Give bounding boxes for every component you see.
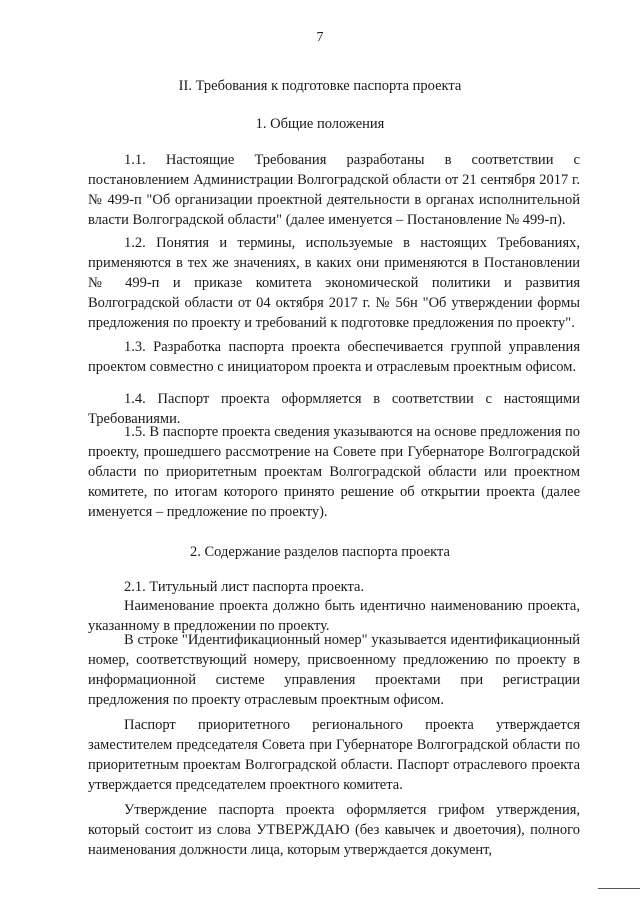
section-title: II. Требования к подготовке паспорта проекта xyxy=(178,78,462,94)
paragraph-project-name: Наименование проекта должно быть идентично наименованию проекта, указанному в предложении по проекту. xyxy=(88,598,580,634)
subsection-title-general: 1. Общие положения xyxy=(255,116,385,132)
paragraph-passport-approval: Паспорт приоритетного регионального проекта утверждается заместителем председателя Совета при Губернаторе Волгоградской области по приоритетным проектам Волгоградской области. Паспорт отраслевого проекта утверждается председателем проектного комитета. xyxy=(88,717,580,793)
paragraph-2-1: 2.1. Титульный лист паспорта проекта. xyxy=(124,579,365,595)
page-number: 7 xyxy=(316,30,324,45)
paragraph-1-3: 1.3. Разработка паспорта проекта обеспечивается группой управления проектом совместно с инициатором проекта и отраслевым проектным офисом. xyxy=(88,339,580,375)
paragraph-1-1: 1.1. Настоящие Требования разработаны в соответствии с постановлением Администрации Волгоградской области от 21 сентября 2017 г. № 499-п "Об организации проектной деятельности в органах исполнительной власти Волгоградской области" (далее именуется – Постановление № 499-п). xyxy=(88,152,580,228)
paragraph-approval-stamp: Утверждение паспорта проекта оформляется грифом утверждения, который состоит из слова УТВЕРЖДАЮ (без кавычек и двоеточия), полного наименования должности лица, которым утверждается документ, xyxy=(88,802,580,858)
paragraph-identification-number: В строке "Идентификационный номер" указывается идентификационный номер, соответствующий номеру, присвоенному предложению по проекту в информационной системе управления проектами при регистрации предложения по проекту отраслевым проектным офисом. xyxy=(88,632,580,708)
subsection-title-contents: 2. Содержание разделов паспорта проекта xyxy=(190,544,450,560)
paragraph-1-4: 1.4. Паспорт проекта оформляется в соответствии с настоящими Требованиями. xyxy=(88,391,580,427)
paragraph-1-5: 1.5. В паспорте проекта сведения указываются на основе предложения по проекту, прошедшего рассмотрение на Совете при Губернаторе Волгоградской области по приоритетным проектам Волгоградской области или проектном комитете, по итогам которого принято решение об открытии проекта (далее именуется – предложение по проекту). xyxy=(88,424,580,520)
paragraph-1-2: 1.2. Понятия и термины, используемые в настоящих Требованиях, применяются в тех же значениях, в каких они применяются в Постановлении № 499-п и приказе комитета экономической политики и развития Волгоградской области от 04 октября 2017 г. № 56н "Об утверждении формы предложения по проекту и требований к подготовке предложения по проекту". xyxy=(88,235,580,331)
scan-edge-line xyxy=(598,888,640,889)
